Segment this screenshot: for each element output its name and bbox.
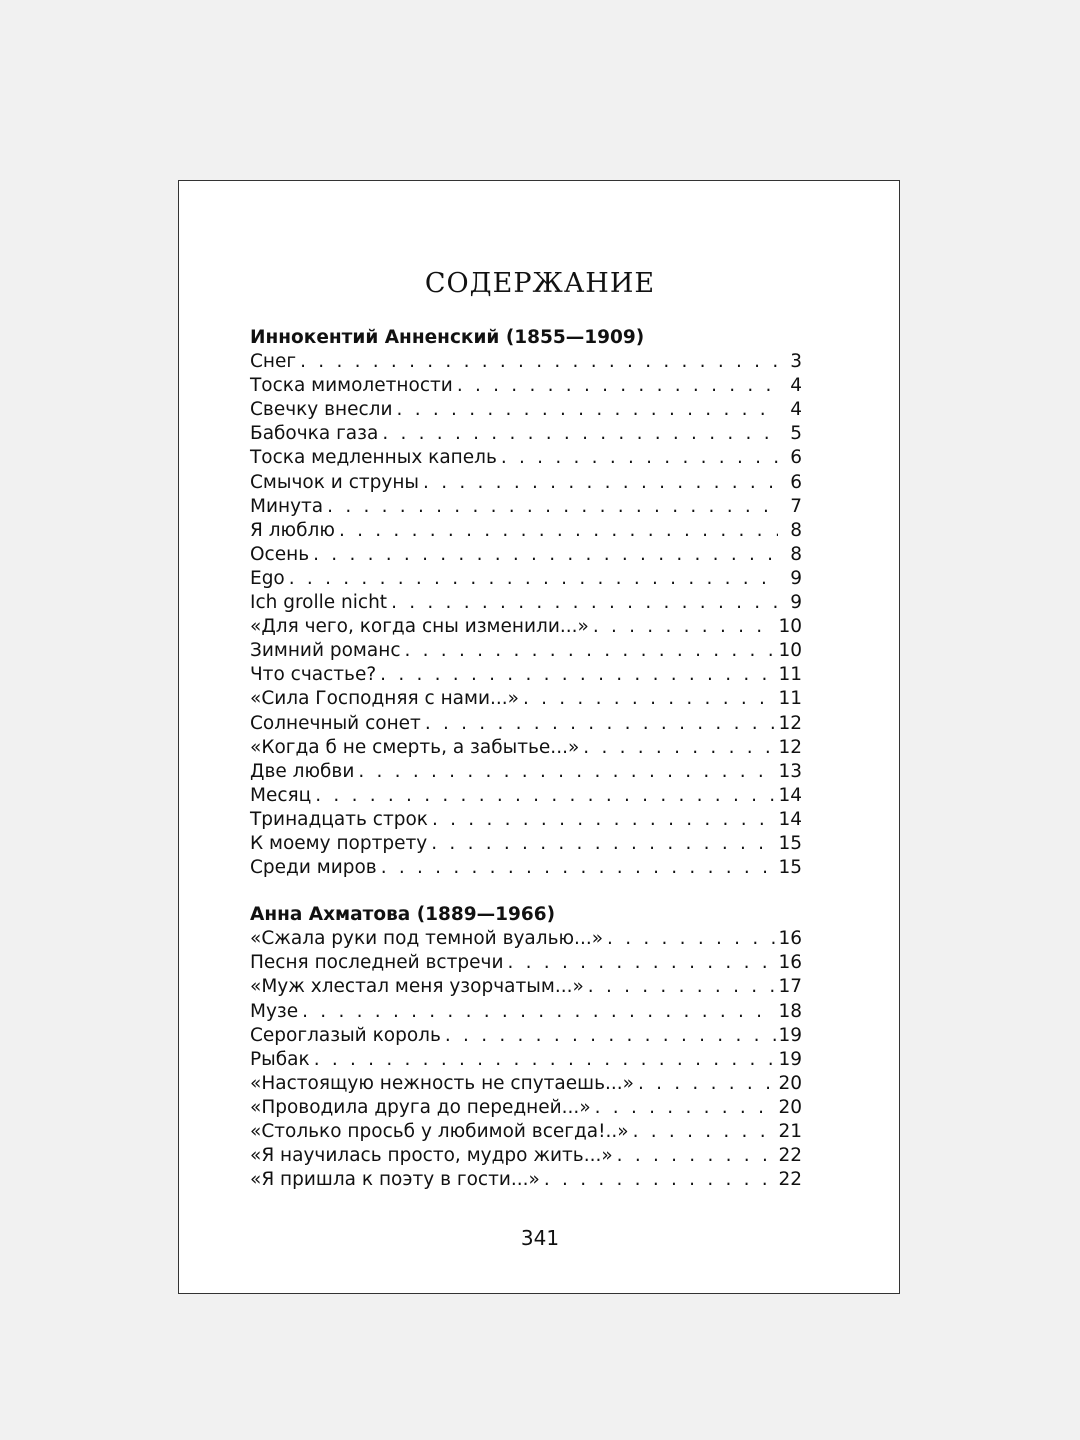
- dot-leader: [313, 543, 778, 567]
- toc-entry-page: 10: [778, 640, 802, 662]
- dot-leader: [380, 663, 776, 687]
- toc-entry: [250, 1144, 802, 1168]
- dot-leader: [391, 591, 778, 615]
- table-of-contents: [250, 326, 802, 1192]
- dot-leader: [431, 832, 776, 856]
- toc-entry: [250, 422, 802, 446]
- toc-entry-page: 21: [778, 1121, 802, 1142]
- toc-section-akhmatova: [250, 903, 802, 1192]
- toc-entry-page: 15: [778, 832, 802, 854]
- toc-entry-page: 10: [778, 616, 802, 638]
- dot-leader: [302, 1000, 776, 1024]
- dot-leader: [523, 687, 777, 711]
- toc-entry: [250, 567, 802, 591]
- toc-entry-page: 19: [778, 1048, 802, 1070]
- dot-leader: [432, 808, 776, 832]
- toc-entry-title: Осень: [250, 543, 310, 565]
- page-title: СОДЕРЖАНИЕ: [424, 268, 656, 299]
- toc-entry: [250, 1072, 802, 1096]
- toc-entry-title: Я люблю: [250, 519, 335, 541]
- dot-leader: [315, 784, 776, 808]
- toc-entry-title: Месяц: [250, 784, 312, 806]
- toc-entry: [250, 975, 802, 999]
- toc-entry-page: 6: [790, 447, 802, 469]
- dot-leader: [544, 1168, 777, 1192]
- toc-entry: [250, 663, 802, 687]
- toc-entry-title: Рыбак: [250, 1048, 310, 1070]
- toc-entry-title: Среди миров: [250, 857, 377, 879]
- toc-entry-page: 20: [778, 1072, 802, 1094]
- toc-entry-title: Тринадцать строк: [250, 808, 428, 830]
- dot-leader: [588, 975, 777, 999]
- toc-entry: [250, 374, 802, 398]
- toc-entry: [250, 446, 802, 470]
- toc-entry-page: 13: [778, 760, 802, 782]
- dot-leader: [289, 567, 778, 591]
- toc-entry-title: «Сила Господняя с нами...»: [250, 688, 519, 710]
- toc-entry-title: Свечку внесли: [250, 399, 393, 421]
- dot-leader: [382, 422, 778, 446]
- toc-entry-page: 22: [778, 1145, 802, 1167]
- toc-entry-list: [250, 927, 802, 1192]
- section-author: Иннокентий Анненский (1855—1909): [250, 327, 645, 348]
- toc-entry: [250, 736, 802, 760]
- toc-entry-page: 6: [790, 471, 802, 493]
- toc-entry-page: 9: [790, 567, 802, 589]
- toc-entry: [250, 639, 802, 663]
- toc-entry-title: Зимний романс: [250, 640, 401, 662]
- toc-entry-page: 17: [778, 976, 802, 998]
- dot-leader: [314, 1048, 777, 1072]
- toc-entry-page: 3: [790, 351, 802, 373]
- dot-leader: [445, 1024, 777, 1048]
- toc-entry-page: 16: [778, 952, 802, 974]
- toc-entry-page: 15: [778, 857, 802, 879]
- toc-entry-title: «Муж хлестал меня узорчатым...»: [250, 976, 584, 998]
- section-author: Анна Ахматова (1889—1966): [250, 904, 556, 926]
- dot-leader: [425, 712, 777, 736]
- toc-entry-title: «Проводила друга до передней...»: [250, 1096, 591, 1118]
- toc-entry: [250, 784, 802, 808]
- toc-entry-title: Ego: [250, 567, 285, 589]
- toc-entry-page: 7: [790, 495, 802, 517]
- toc-entry: [250, 350, 802, 374]
- toc-entry: [250, 398, 802, 422]
- toc-entry-title: Песня последней встречи: [250, 952, 504, 974]
- toc-entry: [250, 760, 802, 784]
- dot-leader: [583, 736, 776, 760]
- toc-entry: [250, 712, 802, 736]
- toc-entry-title: Две любви: [250, 760, 355, 782]
- toc-entry-title: К моему портрету: [250, 832, 428, 854]
- toc-entry: [250, 1168, 802, 1192]
- toc-entry: [250, 832, 802, 856]
- toc-entry-page: 8: [790, 543, 802, 565]
- toc-entry: [250, 1048, 802, 1072]
- dot-leader: [423, 471, 778, 495]
- toc-entry-page: 11: [778, 688, 802, 710]
- toc-entry: [250, 856, 802, 880]
- toc-entry-page: 4: [790, 399, 802, 421]
- toc-entry-page: 20: [778, 1096, 802, 1118]
- toc-entry: [250, 951, 802, 975]
- toc-entry-page: 12: [778, 712, 802, 734]
- toc-entry-title: Музе: [250, 1000, 299, 1022]
- dot-leader: [397, 398, 778, 422]
- toc-entry: [250, 591, 802, 615]
- dot-leader: [593, 615, 777, 639]
- dot-leader: [617, 1144, 777, 1168]
- toc-entry-title: Тоска медленных капель: [250, 447, 497, 469]
- toc-entry: [250, 1120, 802, 1144]
- toc-entry: [250, 808, 802, 832]
- toc-entry-title: «Настоящую нежность не спутаешь...»: [250, 1072, 634, 1094]
- toc-entry-page: 22: [778, 1169, 802, 1191]
- toc-entry-title: Бабочка газа: [250, 423, 379, 445]
- toc-entry-page: 4: [790, 375, 802, 397]
- toc-entry-page: 5: [790, 423, 802, 445]
- dot-leader: [381, 856, 777, 880]
- toc-entry-title: «Для чего, когда сны изменили...»: [250, 616, 589, 638]
- dot-leader: [300, 350, 778, 374]
- toc-section-annensky: [250, 326, 802, 880]
- toc-entry-page: 14: [778, 808, 802, 830]
- toc-entry: [250, 687, 802, 711]
- toc-entry-title: «Сжала руки под темной вуалью...»: [250, 928, 604, 950]
- toc-entry: [250, 495, 802, 519]
- toc-entry-page: 11: [778, 664, 802, 686]
- toc-entry-title: «Когда б не смерть, а забытье...»: [250, 736, 580, 758]
- toc-entry: [250, 471, 802, 495]
- page-number: 341: [520, 1226, 560, 1250]
- toc-entry: [250, 927, 802, 951]
- dot-leader: [638, 1072, 777, 1096]
- toc-entry-title: Смычок и струны: [250, 471, 420, 493]
- toc-entry: [250, 1000, 802, 1024]
- toc-entry: [250, 543, 802, 567]
- dot-leader: [358, 760, 776, 784]
- toc-entry-title: Тоска мимолетности: [250, 375, 453, 397]
- toc-entry-title: Что счастье?: [250, 664, 377, 686]
- dot-leader: [595, 1096, 777, 1120]
- toc-entry-page: 14: [778, 784, 802, 806]
- toc-entry-page: 18: [778, 1000, 802, 1022]
- toc-entry-title: «Столько просьб у любимой всегда!..»: [250, 1121, 629, 1142]
- toc-entry-list: [250, 350, 802, 880]
- dot-leader: [457, 374, 778, 398]
- toc-entry-page: 8: [790, 519, 802, 541]
- dot-leader: [404, 639, 776, 663]
- dot-leader: [607, 927, 776, 951]
- toc-entry-title: «Я научилась просто, мудро жить...»: [250, 1145, 613, 1167]
- toc-entry-title: Снег: [250, 351, 297, 373]
- toc-entry-title: Ich grolle nicht: [250, 592, 388, 614]
- toc-entry: [250, 1024, 802, 1048]
- toc-entry: [250, 1096, 802, 1120]
- toc-entry-page: 16: [778, 928, 802, 950]
- dot-leader: [501, 446, 778, 470]
- toc-entry-page: 19: [778, 1024, 802, 1046]
- toc-entry-title: Солнечный сонет: [250, 712, 421, 734]
- dot-leader: [507, 951, 776, 975]
- toc-entry-page: 12: [778, 736, 802, 758]
- toc-entry-page: 9: [790, 592, 802, 614]
- toc-entry-title: Сероглазый король: [250, 1024, 441, 1046]
- dot-leader: [327, 495, 778, 519]
- toc-entry: [250, 519, 802, 543]
- toc-entry-title: «Я пришла к поэту в гости...»: [250, 1169, 540, 1191]
- toc-entry: [250, 615, 802, 639]
- dot-leader: [339, 519, 778, 543]
- toc-entry-title: Минута: [250, 495, 324, 517]
- dot-leader: [633, 1120, 777, 1144]
